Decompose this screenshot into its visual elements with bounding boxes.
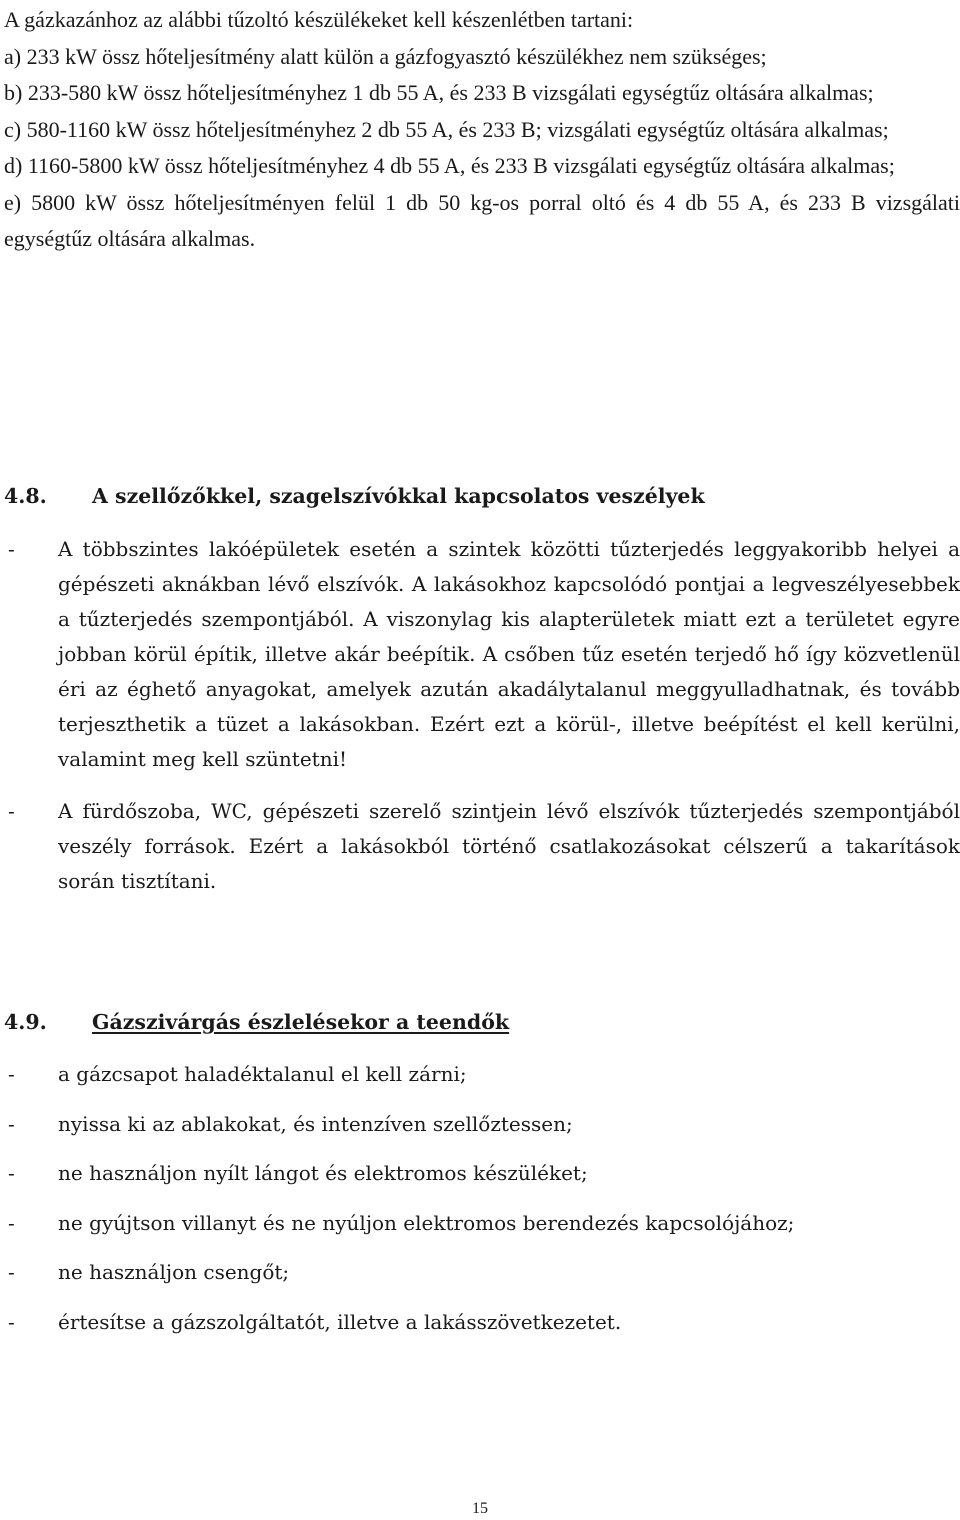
list-item [4,1062,960,1112]
list-item-text: a gázcsapot haladéktalanul el kell zárni; [58,1062,467,1086]
list-item-text: ne gyújtson villanyt és ne nyúljon elektromos berendezés kapcsolójához; [58,1210,795,1235]
section-number: 4.9. [4,1010,47,1034]
item-c: c) 580-1160 kW össz hőteljesítményhez 2 db 55 A, és 233 B; vizsgálati egységtűz oltására alkalmas; [4,116,889,142]
dash-marker: - [8,1309,15,1334]
dash-marker: - [8,799,15,823]
list-item-text: ne használjon csengőt; [58,1260,290,1284]
paragraph-text: A fürdőszoba, WC, gépészeti szerelő szintjein lévő elszívók tűzterjedés szempontjából veszély források. Ezért a lakásokból történő csatlakozásokat célszerű a takarítások során tisztítani. [58,799,960,893]
list-item [4,1161,960,1211]
item-d: d) 1160-5800 kW össz hőteljesítményhez 4 db 55 A, és 233 B vizsgálati egységtűz oltására alkalmas; [4,153,895,178]
list-item-text: nyissa ki az ablakokat, és intenzíven szellőztessen; [58,1111,573,1136]
item-b: b) 233-580 kW össz hőteljesítményhez 1 db 55 A, és 233 B vizsgálati egységtűz oltására alkalmas; [4,80,874,105]
paragraph-text: A többszintes lakóépületek esetén a szintek közötti tűzterjedés leggyakoribb helyei a gépészeti aknákban lévő elszívók. A lakásokhoz kapcsolódó pontjai a legveszélyesebbek a tűzterjedés szempontjából. A viszonylag kis alapterületek miatt ezt a területet egyre jobban körül építik, illetve akár beépítik. A csőben tűz esetén terjedő hő így közvetlenül éri az éghető anyagokat, amelyek azután akadálytalanul meggyulladhatnak, és tovább terjeszthetik a tüzet a lakásokban. Ezért ezt a körül-, illetve beépítést el kell kerülni, valamint meg kell szüntetni! [58,537,960,771]
dash-marker: - [8,1260,15,1284]
dash-marker: - [8,1111,15,1136]
list-item [4,1260,960,1310]
item-a: a) 233 kW össz hőteljesítmény alatt külön a gázfogyasztó készülékhez nem szükséges; [4,43,767,69]
paragraph-furdoszoba [4,794,960,899]
list-item [4,1112,960,1162]
section-title: Gázszivárgás észlelésekor a teendők [92,1010,510,1034]
list-item [4,1211,960,1261]
list-item-text: ne használjon nyílt lángot és elektromos készüléket; [58,1161,588,1185]
intro-lead: A gázkazánhoz az alábbi tűzoltó készülékeket kell készenlétben tartani: [4,7,634,32]
page-number: 15 [472,1500,488,1517]
section-4-8-heading [4,484,705,508]
item-e: e) 5800 kW össz hőteljesítményen felül 1 db 50 kg-os porral oltó és 4 db 55 A, és 233 B vizsgálati egységtűz oltására alkalmas. [4,189,960,251]
dash-marker: - [8,1161,15,1185]
list-item [4,1310,960,1360]
section-number: 4.8. [4,484,47,508]
section-4-8-body [4,532,960,899]
section-4-9-heading [4,1010,509,1034]
list-item-text: értesítse a gázszolgáltatót, illetve a lakásszövetkezetet. [58,1309,622,1334]
dash-marker: - [8,537,15,561]
dash-marker: - [8,1210,15,1235]
dash-marker: - [8,1062,15,1086]
extinguisher-requirements [4,2,960,258]
paragraph-elszivok [4,532,960,777]
section-title: A szellőzőkkel, szagelszívókkal kapcsolatos veszélyek [92,484,705,508]
gas-leak-steps [4,1062,960,1359]
